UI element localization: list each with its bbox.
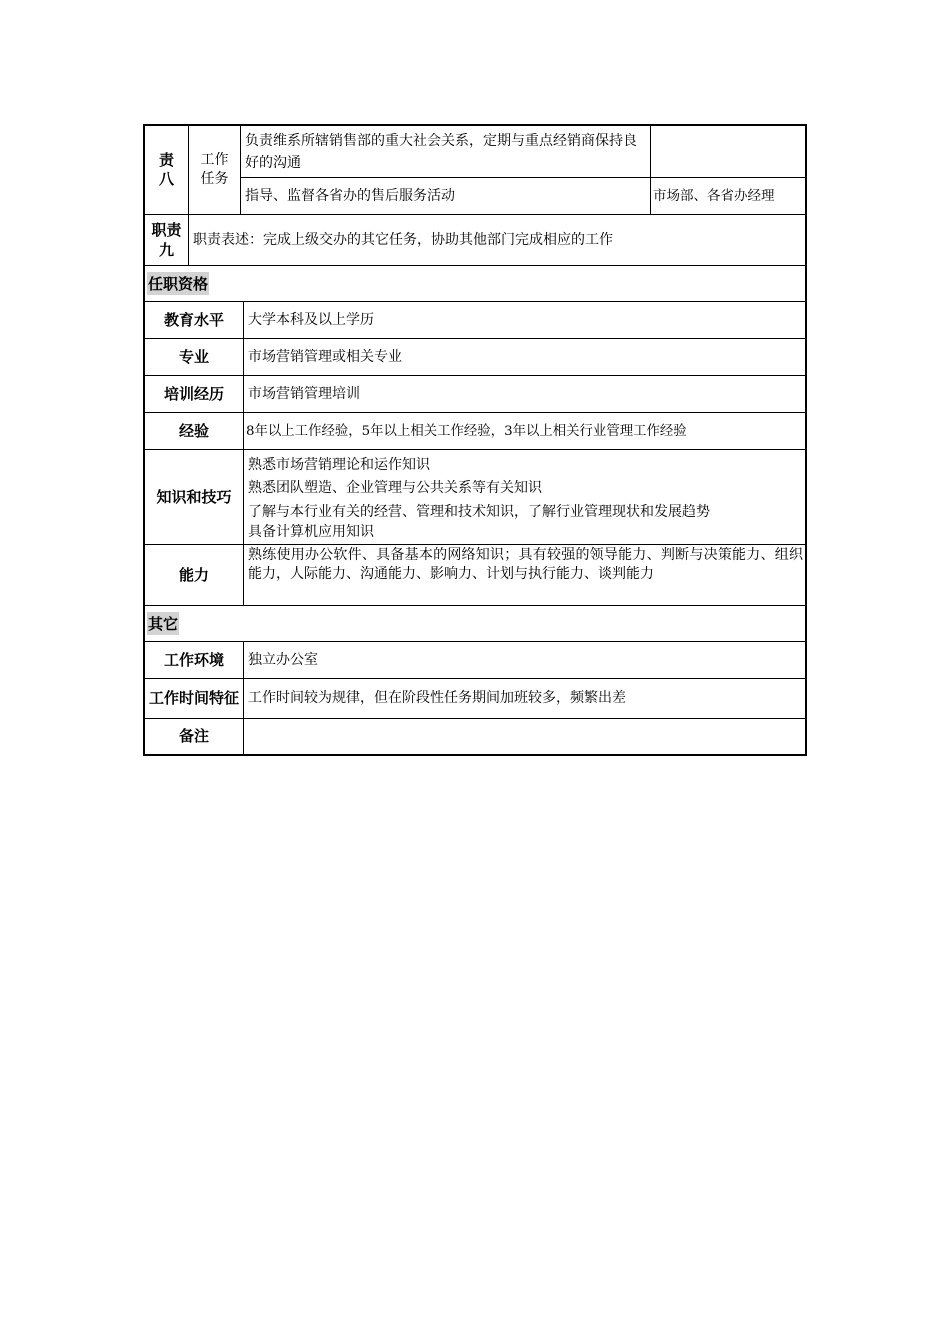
education-value: 大学本科及以上学历 [248, 311, 374, 328]
other-row-work-time [145, 679, 805, 719]
qualification-row-experience [145, 413, 805, 450]
ability-value: 熟练使用办公软件、具备基本的网络知识；具有较强的领导能力、判断与决策能力、组织能力，人际能力、沟通能力、影响力、计划与执行能力、谈判能力 [248, 547, 803, 582]
major-label: 专业 [145, 339, 244, 375]
other-row-remarks [145, 719, 805, 754]
qualification-row-education [145, 302, 805, 339]
training-value: 市场营销管理培训 [248, 385, 360, 402]
environment-label: 工作环境 [145, 642, 244, 678]
duty-8-tasks [241, 126, 805, 214]
qualification-row-training [145, 376, 805, 413]
duty-8-task-2: 指导、监督各省办的售后服务活动 [241, 178, 651, 214]
duty-8-label: 责 八 [145, 126, 189, 214]
duty-9-row [145, 215, 805, 266]
remarks-label: 备注 [145, 719, 244, 754]
knowledge-line-2: 熟悉团队塑造、企业管理与公共关系等有关知识 [248, 480, 542, 496]
duty-8-task-2-party: 市场部、各省办经理 [653, 187, 775, 204]
qualification-row-ability [145, 545, 805, 606]
training-label: 培训经历 [145, 376, 244, 412]
table-frame [143, 124, 807, 756]
duty-9-label: 职责 九 [145, 215, 189, 265]
job-description-table [143, 124, 807, 756]
duty-8-task-row-2 [241, 178, 805, 214]
major-value: 市场营销管理或相关专业 [248, 348, 402, 365]
other-title: 其它 [147, 612, 179, 635]
remarks-value [244, 719, 805, 754]
qualifications-title: 任职资格 [147, 272, 209, 295]
education-label: 教育水平 [145, 302, 244, 338]
duty-8-task-1-party [651, 126, 805, 177]
other-header [145, 606, 805, 642]
experience-value: 8年以上工作经验，5年以上相关工作经验，3年以上相关行业管理工作经验 [246, 423, 687, 439]
knowledge-line-1: 熟悉市场营销理论和运作知识 [248, 457, 430, 473]
other-row-environment [145, 642, 805, 679]
knowledge-line-3: 了解与本行业有关的经营、管理和技术知识，了解行业管理现状和发展趋势 [248, 504, 710, 520]
ability-label: 能力 [145, 545, 244, 605]
qualifications-header [145, 266, 805, 302]
knowledge-values [244, 450, 805, 544]
duty-8-row [145, 126, 805, 215]
qualification-row-major [145, 339, 805, 376]
duty-9-description: 职责表述：完成上级交办的其它任务，协助其他部门完成相应的工作 [193, 231, 613, 248]
duty-8-task-1: 负责维系所辖销售部的重大社会关系，定期与重点经销商保持良好的沟通 [241, 126, 651, 177]
knowledge-label: 知识和技巧 [145, 450, 244, 544]
qualification-row-knowledge [145, 450, 805, 545]
environment-value: 独立办公室 [248, 651, 318, 668]
duty-8-sub-label: 工作 任务 [189, 126, 241, 214]
work-time-label: 工作时间特征 [145, 679, 244, 718]
knowledge-line-4: 具备计算机应用知识 [248, 524, 374, 540]
experience-label: 经验 [145, 413, 244, 449]
work-time-value: 工作时间较为规律，但在阶段性任务期间加班较多，频繁出差 [248, 690, 626, 706]
duty-8-task-row-1 [241, 126, 805, 178]
